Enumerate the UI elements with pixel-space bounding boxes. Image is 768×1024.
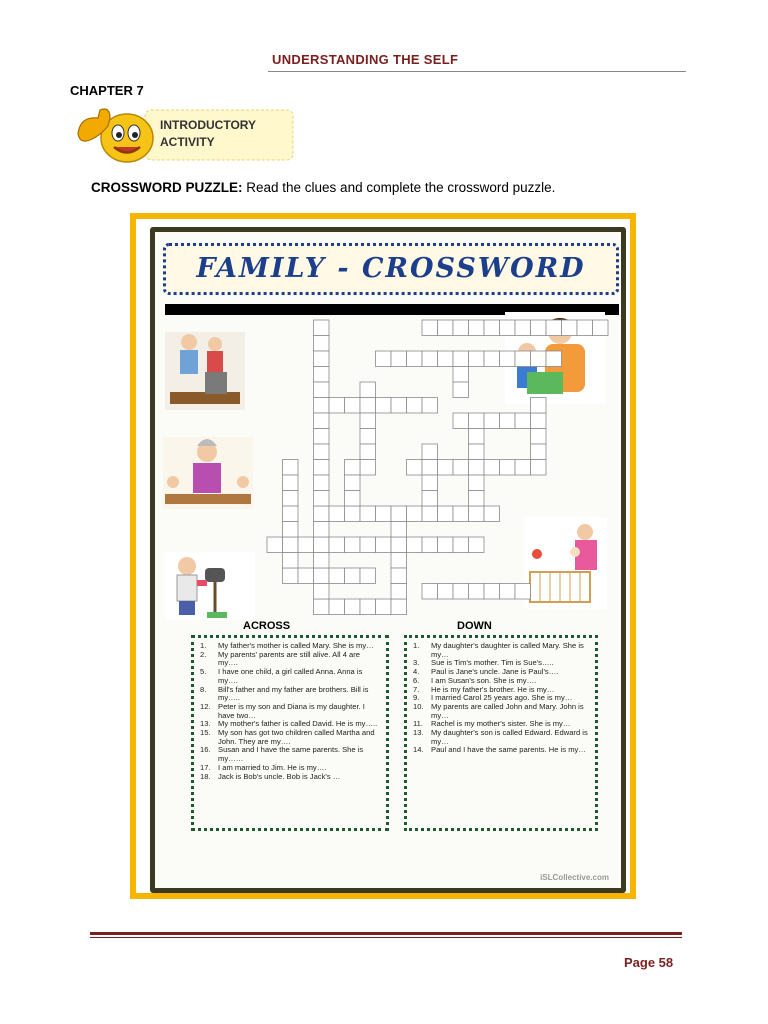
crossword-cell[interactable] <box>391 568 407 584</box>
across-clue-number: 12. <box>200 701 211 711</box>
crossword-cell[interactable] <box>484 413 500 429</box>
crossword-cell[interactable] <box>360 382 376 398</box>
crossword-cell[interactable] <box>546 351 562 367</box>
crossword-cell[interactable] <box>438 460 454 476</box>
down-clue-number: 10. <box>413 701 424 711</box>
crossword-cell[interactable] <box>267 537 283 553</box>
crossword-cell[interactable] <box>345 398 361 414</box>
across-clue-text: My parents' parents are still alive. All 4 are my…. <box>218 649 360 668</box>
crossword-cell[interactable] <box>360 537 376 553</box>
crossword-cell[interactable] <box>422 398 438 414</box>
worksheet-border <box>150 227 626 893</box>
across-clue-text: Susan and I have the same parents. She is my…… <box>218 745 364 764</box>
crossword-cell[interactable] <box>453 584 469 600</box>
crossword-cell[interactable] <box>314 413 330 429</box>
crossword-cell[interactable] <box>469 491 485 507</box>
crossword-cell[interactable] <box>422 460 438 476</box>
down-clue <box>413 703 589 720</box>
crossword-cell[interactable] <box>360 506 376 522</box>
crossword-cell[interactable] <box>453 460 469 476</box>
crossword-cell[interactable] <box>283 568 299 584</box>
chapter-label: CHAPTER 7 <box>70 83 144 98</box>
across-clue-number: 15. <box>200 728 211 738</box>
down-clue <box>413 642 589 659</box>
footer-rule <box>90 932 682 935</box>
crossword-cell[interactable] <box>515 460 531 476</box>
across-clue-number: 18. <box>200 771 211 781</box>
crossword-cell[interactable] <box>500 413 516 429</box>
crossword-cell[interactable] <box>283 491 299 507</box>
crossword-cell[interactable] <box>376 398 392 414</box>
across-clue-text: My mother's father is called David. He is my….. <box>218 719 378 729</box>
crossword-cell[interactable] <box>314 336 330 352</box>
down-clue-number: 1. <box>413 641 420 650</box>
crossword-cell[interactable] <box>314 398 330 414</box>
crossword-cell[interactable] <box>329 537 345 553</box>
across-clue-number: 16. <box>200 745 211 755</box>
crossword-worksheet <box>130 213 636 899</box>
crossword-cell[interactable] <box>546 320 562 336</box>
crossword-cell[interactable] <box>329 568 345 584</box>
crossword-cell[interactable] <box>360 398 376 414</box>
crossword-cell[interactable] <box>469 460 485 476</box>
crossword-cell[interactable] <box>500 584 516 600</box>
crossword-cell[interactable] <box>329 506 345 522</box>
down-clue-text: Paul is Jane's uncle. Jane is Paul's…. <box>431 667 559 677</box>
crossword-cell[interactable] <box>531 398 547 414</box>
crossword-cell[interactable] <box>376 506 392 522</box>
footer-rule-thin <box>90 937 682 938</box>
down-clue-text: I am Susan's son. She is my…. <box>431 675 537 685</box>
crossword-cell[interactable] <box>314 584 330 600</box>
across-clue-number: 1. <box>200 641 207 650</box>
crossword-cell[interactable] <box>329 398 345 414</box>
crossword-cell[interactable] <box>360 444 376 460</box>
across-clue <box>200 746 380 763</box>
crossword-cell[interactable] <box>531 351 547 367</box>
down-clue-text: He is my father's brother. He is my… <box>431 684 555 694</box>
crossword-cell[interactable] <box>360 599 376 615</box>
crossword-cell[interactable] <box>438 537 454 553</box>
crossword-cell[interactable] <box>469 506 485 522</box>
across-clue-text: I have one child, a girl called Anna. Anna is my…. <box>218 667 363 685</box>
across-clue-text: My father's mother is called Mary. She is my… <box>218 641 374 650</box>
crossword-cell[interactable] <box>345 537 361 553</box>
crossword-cell[interactable] <box>329 599 345 615</box>
down-clue-number: 4. <box>413 667 420 677</box>
across-clue-number: 5. <box>200 667 207 677</box>
crossword-cell[interactable] <box>453 351 469 367</box>
crossword-cell[interactable] <box>283 475 299 491</box>
down-clue-number: 3. <box>413 658 420 668</box>
across-clue-text: My son has got two children called Martha and John. They are my…. <box>218 728 375 746</box>
crossword-cell[interactable] <box>314 553 330 569</box>
down-clue-number: 11. <box>413 719 423 729</box>
crossword-cell[interactable] <box>391 351 407 367</box>
crossword-cell[interactable] <box>500 460 516 476</box>
crossword-cell[interactable] <box>407 460 423 476</box>
crossword-cell[interactable] <box>422 444 438 460</box>
crossword-cell[interactable] <box>562 320 578 336</box>
crossword-cell[interactable] <box>376 537 392 553</box>
crossword-cell[interactable] <box>345 475 361 491</box>
header-rule <box>268 71 686 72</box>
crossword-cell[interactable] <box>314 568 330 584</box>
crossword-cell[interactable] <box>515 351 531 367</box>
down-clue-text: Rachel is my mother's sister. She is my… <box>431 719 571 729</box>
across-heading: ACROSS <box>243 620 291 632</box>
intro-label-line2: ACTIVITY <box>160 135 215 149</box>
crossword-cell[interactable] <box>531 429 547 445</box>
crossword-cell[interactable] <box>360 429 376 445</box>
crossword-cell[interactable] <box>484 460 500 476</box>
down-clue-text: My daughter's son is called Edward. Edward is my… <box>431 728 588 746</box>
across-clue <box>200 686 380 703</box>
across-clue-text: Jack is Bob's uncle. Bob is Jack's … <box>218 771 341 781</box>
worksheet-title: FAMILY - CROSSWORD <box>196 253 586 284</box>
crossword-cell[interactable] <box>345 568 361 584</box>
grandparents-couple-illustration <box>165 332 245 410</box>
crossword-cell[interactable] <box>469 429 485 445</box>
man-with-mailbox-illustration <box>165 552 255 620</box>
crossword-cell[interactable] <box>360 568 376 584</box>
crossword-cell[interactable] <box>500 320 516 336</box>
crossword-cell[interactable] <box>391 506 407 522</box>
crossword-cell[interactable] <box>422 506 438 522</box>
crossword-cell[interactable] <box>422 537 438 553</box>
across-clue-text: Peter is my son and Diana is my daughter. I have two… <box>218 701 365 720</box>
crossword-cell[interactable] <box>314 491 330 507</box>
across-clue <box>200 703 380 720</box>
crossword-cell[interactable] <box>484 506 500 522</box>
crossword-cell[interactable] <box>469 413 485 429</box>
instruction-bold: CROSSWORD PUZZLE: <box>91 180 243 195</box>
grandmother-baking-illustration <box>163 437 253 509</box>
crossword-cell[interactable] <box>314 382 330 398</box>
crossword-cell[interactable] <box>407 398 423 414</box>
crossword-cell[interactable] <box>391 398 407 414</box>
crossword-cell[interactable] <box>531 413 547 429</box>
crossword-cell[interactable] <box>314 506 330 522</box>
crossword-cell[interactable] <box>298 568 314 584</box>
down-clue-text: Sue is Tim's mother. Tim is Sue's….. <box>431 658 554 668</box>
crossword-cell[interactable] <box>531 444 547 460</box>
crossword-cell[interactable] <box>577 320 593 336</box>
down-heading: DOWN <box>457 620 492 632</box>
crossword-cell[interactable] <box>314 320 330 336</box>
crossword-cell[interactable] <box>314 367 330 383</box>
intro-label-line1: INTRODUCTORY <box>160 118 256 132</box>
across-clue-number: 8. <box>200 684 207 694</box>
crossword-cell[interactable] <box>484 584 500 600</box>
crossword-cell[interactable] <box>531 320 547 336</box>
across-clue <box>200 773 380 782</box>
crossword-cell[interactable] <box>422 491 438 507</box>
crossword-cell[interactable] <box>453 413 469 429</box>
across-clue-number: 13. <box>200 719 211 729</box>
crossword-cell[interactable] <box>391 522 407 538</box>
down-clues-box <box>404 635 598 831</box>
crossword-cell[interactable] <box>422 475 438 491</box>
crossword-cell[interactable] <box>391 537 407 553</box>
crossword-cell[interactable] <box>314 444 330 460</box>
across-clue-text: Bill's father and my father are brothers. Bill is my….. <box>218 684 369 703</box>
crossword-cell[interactable] <box>391 599 407 615</box>
crossword-cell[interactable] <box>314 429 330 445</box>
across-clue-number: 17. <box>200 762 211 772</box>
crossword-cell[interactable] <box>345 460 361 476</box>
crossword-cell[interactable] <box>376 599 392 615</box>
down-clue-text: My parents are called John and Mary. John is my… <box>431 701 584 720</box>
instruction-text: Read the clues and complete the crossword puzzle. <box>242 180 556 195</box>
across-clue <box>200 668 380 685</box>
crossword-cell[interactable] <box>407 537 423 553</box>
crossword-cell[interactable] <box>360 460 376 476</box>
crossword-cell[interactable] <box>314 460 330 476</box>
down-clue-text: My daughter's daughter is called Mary. She is my… <box>431 641 584 659</box>
crossword-cell[interactable] <box>469 584 485 600</box>
across-clue-number: 2. <box>200 649 207 659</box>
watermark: iSLCollective.com <box>540 873 609 882</box>
intro-label <box>160 117 256 151</box>
crossword-cell[interactable] <box>484 351 500 367</box>
crossword-cell[interactable] <box>469 537 485 553</box>
down-clue-text: Paul and I have the same parents. He is my… <box>431 745 586 755</box>
crossword-cell[interactable] <box>314 475 330 491</box>
worksheet-inner <box>136 219 630 893</box>
crossword-cell[interactable] <box>283 460 299 476</box>
crossword-cell[interactable] <box>283 522 299 538</box>
crossword-cell[interactable] <box>298 537 314 553</box>
crossword-cell[interactable] <box>422 320 438 336</box>
crossword-cell[interactable] <box>469 475 485 491</box>
crossword-cell[interactable] <box>453 320 469 336</box>
crossword-cell[interactable] <box>283 506 299 522</box>
crossword-cell[interactable] <box>453 382 469 398</box>
crossword-cell[interactable] <box>407 351 423 367</box>
across-clue-text: I am married to Jim. He is my…. <box>218 762 327 772</box>
down-clue-number: 6. <box>413 675 420 685</box>
down-clue-number: 9. <box>413 693 420 703</box>
across-clue <box>200 651 380 668</box>
down-clue <box>413 746 589 755</box>
crossword-cell[interactable] <box>314 599 330 615</box>
crossword-cell[interactable] <box>453 367 469 383</box>
crossword-cell[interactable] <box>283 537 299 553</box>
crossword-cell[interactable] <box>345 599 361 615</box>
crossword-cell[interactable] <box>391 584 407 600</box>
down-clue-number: 13. <box>413 728 424 738</box>
down-clue-number: 14. <box>413 745 424 755</box>
page-number: Page 58 <box>624 955 674 970</box>
crossword-cell[interactable] <box>453 506 469 522</box>
crossword-cell[interactable] <box>469 444 485 460</box>
crossword-cell[interactable] <box>407 506 423 522</box>
crossword-cell[interactable] <box>438 584 454 600</box>
crossword-cell[interactable] <box>500 351 516 367</box>
crossword-cell[interactable] <box>438 351 454 367</box>
crossword-cell[interactable] <box>453 537 469 553</box>
crossword-cell[interactable] <box>376 351 392 367</box>
mother-with-baby-crib-illustration <box>525 517 607 609</box>
crossword-cell[interactable] <box>314 522 330 538</box>
header-title: UNDERSTANDING THE SELF <box>272 52 459 67</box>
down-clue-text: I married Carol 25 years ago. She is my… <box>431 693 573 703</box>
crossword-cell[interactable] <box>469 351 485 367</box>
crossword-cell[interactable] <box>360 413 376 429</box>
down-clue <box>413 729 589 746</box>
crossword-cell[interactable] <box>515 320 531 336</box>
across-clues-box <box>191 635 389 831</box>
crossword-cell[interactable] <box>391 553 407 569</box>
crossword-cell[interactable] <box>314 351 330 367</box>
instruction <box>91 180 555 195</box>
across-clue <box>200 729 380 746</box>
crossword-cell[interactable] <box>484 320 500 336</box>
crossword-cell[interactable] <box>345 506 361 522</box>
crossword-cell[interactable] <box>314 537 330 553</box>
crossword-cell[interactable] <box>438 506 454 522</box>
crossword-cell[interactable] <box>515 413 531 429</box>
crossword-cell[interactable] <box>438 320 454 336</box>
crossword-cell[interactable] <box>345 491 361 507</box>
crossword-cell[interactable] <box>593 320 609 336</box>
down-clue-number: 7. <box>413 684 420 694</box>
crossword-cell[interactable] <box>515 584 531 600</box>
crossword-cell[interactable] <box>422 584 438 600</box>
crossword-cell[interactable] <box>469 320 485 336</box>
crossword-cell[interactable] <box>422 351 438 367</box>
crossword-cell[interactable] <box>531 460 547 476</box>
crossword-cell[interactable] <box>283 553 299 569</box>
